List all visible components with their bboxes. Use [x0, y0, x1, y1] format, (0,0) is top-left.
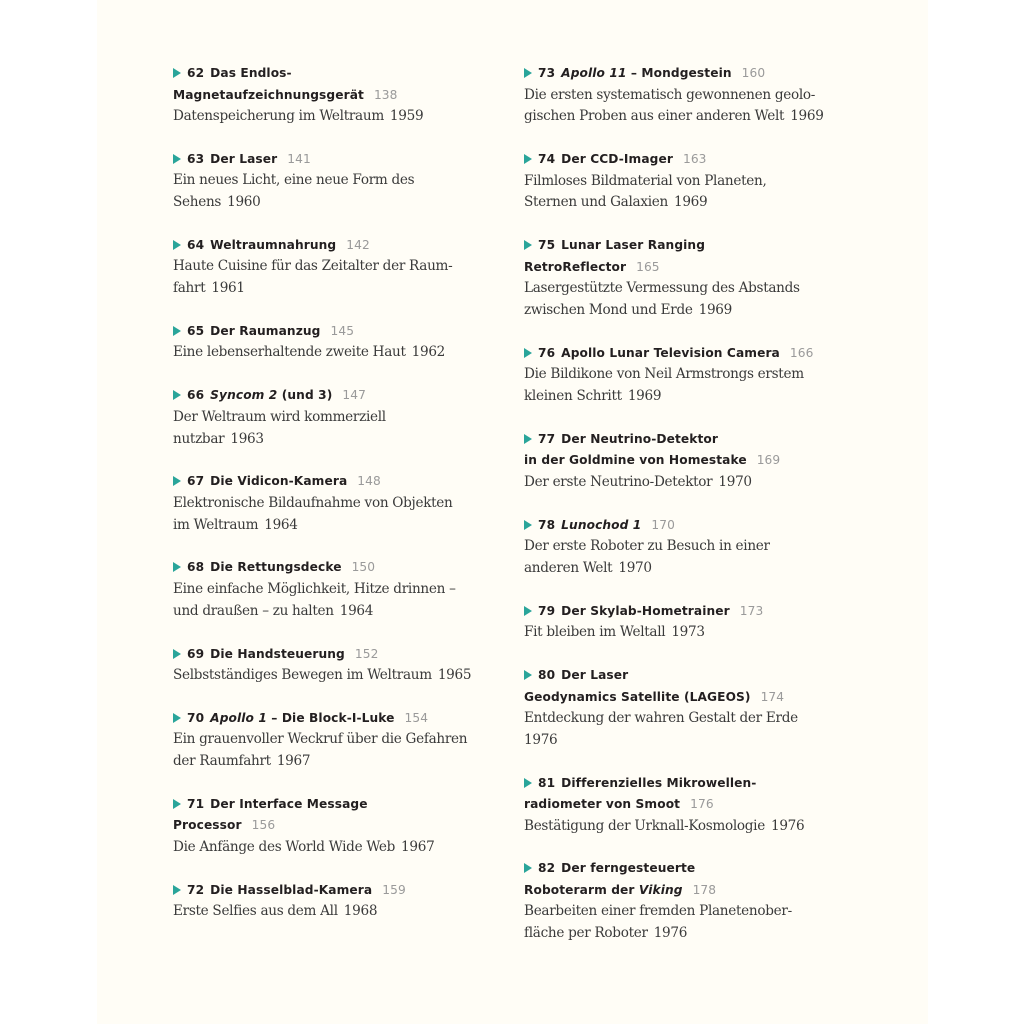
entry-page-number: 159 — [382, 882, 406, 897]
entry-number: 71 — [187, 796, 205, 811]
entry-description — [173, 407, 473, 451]
entry-title-line: Der Laser — [561, 668, 629, 683]
triangle-bullet-icon — [524, 863, 532, 873]
entry-heading[interactable] — [173, 708, 473, 730]
entry-title-line: Der Laser — [210, 151, 278, 166]
description-line: Die Anfänge des World Wide Web — [173, 838, 396, 855]
entry-page-number: 148 — [357, 474, 381, 489]
triangle-bullet-icon — [173, 326, 181, 336]
description-line: Eine lebenserhaltende zweite Haut — [173, 344, 406, 361]
entry-number: 68 — [187, 560, 205, 575]
description-line: Die ersten systematisch gewonnenen geolo- — [524, 86, 816, 103]
entry-heading[interactable] — [524, 149, 844, 171]
entry-title-line: Die Hasselblad-Kamera — [210, 882, 373, 897]
entry-number: 63 — [187, 151, 205, 166]
toc-entry[interactable] — [173, 321, 473, 364]
toc-entry[interactable] — [524, 429, 844, 494]
entry-number: 72 — [187, 882, 205, 897]
entry-title-italic: Lunochod 1 — [561, 517, 642, 532]
toc-entry[interactable] — [173, 557, 473, 622]
entry-description — [173, 256, 473, 300]
entry-title-line: Der Interface Message Processor — [173, 796, 368, 833]
entry-number: 73 — [538, 66, 556, 80]
entry-title: – Mondgestein — [626, 66, 732, 80]
entry-page-number: 152 — [354, 646, 379, 661]
entry-number: 81 — [538, 775, 556, 790]
entry-page-number: 150 — [351, 560, 376, 575]
triangle-bullet-icon — [524, 154, 532, 164]
entry-year: 1976 — [653, 925, 688, 942]
entry-year: 1960 — [227, 194, 261, 211]
entry-heading[interactable] — [173, 794, 473, 837]
entry-title-line: Weltraumnahrung — [210, 237, 337, 252]
entry-description — [173, 106, 473, 128]
description-line: fahrt — [173, 280, 206, 297]
entry-heading[interactable] — [524, 665, 844, 708]
book-page — [97, 0, 928, 1024]
entry-description — [524, 278, 844, 322]
triangle-bullet-icon — [524, 520, 532, 530]
entry-description — [524, 472, 844, 494]
entry-title-italic: Viking — [638, 882, 683, 897]
entry-heading[interactable] — [173, 557, 473, 579]
entry-title-line: Das Endlos- — [210, 66, 292, 80]
entry-heading[interactable] — [524, 343, 844, 365]
entry-title-line: Der CCD-Imager — [561, 152, 673, 167]
triangle-bullet-icon — [173, 476, 181, 486]
triangle-bullet-icon — [173, 713, 181, 723]
entry-title-line: in der Goldmine von Homestake — [524, 453, 747, 468]
entry-description — [173, 493, 473, 537]
entry-title-italic: Syncom 2 — [210, 388, 278, 403]
description-line: zwischen Mond und Erde — [524, 301, 693, 318]
entry-year: 1964 — [339, 602, 374, 619]
triangle-bullet-icon — [173, 240, 181, 250]
toc-entry[interactable] — [524, 601, 844, 644]
entry-heading[interactable] — [173, 235, 473, 257]
entry-description — [524, 364, 844, 408]
entry-heading[interactable] — [173, 644, 473, 666]
entry-page-number: 174 — [760, 689, 785, 704]
description-line: Eine einfache Möglichkeit, Hitze drinnen – — [173, 580, 456, 597]
entry-number: 79 — [538, 603, 556, 618]
entry-year: 1965 — [437, 667, 472, 684]
toc-entry[interactable] — [173, 794, 473, 859]
description-line: Fit bleiben im Weltall — [524, 624, 666, 641]
toc-entry[interactable] — [173, 235, 473, 300]
entry-number: 67 — [187, 474, 205, 489]
entry-number: 70 — [187, 710, 205, 725]
entry-heading[interactable] — [524, 235, 844, 278]
entry-year: 1961 — [211, 280, 245, 297]
entry-description — [173, 170, 473, 214]
entry-heading[interactable] — [173, 321, 473, 343]
entry-heading[interactable] — [173, 149, 473, 171]
entry-title-line: radiometer von Smoot — [524, 797, 681, 812]
description-line: Bearbeiten einer fremden Planetenober- — [524, 903, 792, 920]
entry-number: 66 — [187, 388, 205, 403]
entry-heading[interactable] — [524, 601, 844, 623]
description-line: kleinen Schritt — [524, 388, 622, 405]
entry-description — [524, 536, 844, 580]
entry-description — [524, 85, 844, 129]
entry-title-line: Differenzielles Mikrowellen- — [561, 775, 757, 790]
entry-heading[interactable] — [173, 880, 473, 902]
toc-entry[interactable] — [524, 343, 844, 408]
description-line: im Weltraum — [173, 516, 259, 533]
toc-entry[interactable] — [524, 773, 844, 838]
entry-year: 1969 — [698, 301, 732, 318]
description-line: Filmloses Bildmaterial von Planeten, — [524, 172, 767, 189]
entry-number: 82 — [538, 861, 556, 876]
description-line: Ein grauenvoller Weckruf über die Gefahren — [173, 731, 468, 748]
entry-heading[interactable] — [524, 858, 844, 901]
description-line: Die Bildikone von Neil Armstrongs erstem — [524, 366, 804, 383]
entry-year: 1970 — [618, 559, 652, 576]
entry-page-number: 156 — [251, 818, 276, 833]
triangle-bullet-icon — [173, 154, 181, 164]
triangle-bullet-icon — [524, 670, 532, 680]
description-line: Datenspeicherung im Weltraum — [173, 108, 384, 124]
description-line: Lasergestützte Vermessung des Abstands — [524, 280, 800, 297]
entry-title-line: Apollo Lunar Television Camera — [561, 345, 780, 360]
entry-description — [173, 665, 473, 687]
entry-heading[interactable] — [524, 429, 844, 472]
triangle-bullet-icon — [173, 799, 181, 809]
entry-number: 77 — [538, 431, 556, 446]
entry-year: 1976 — [770, 817, 805, 834]
entry-title-line: Die Rettungsdecke — [210, 560, 342, 575]
description-line: Entdeckung der wahren Gestalt der Erde — [524, 710, 798, 727]
description-line: der Raumfahrt — [173, 753, 271, 770]
entry-year: 1970 — [718, 473, 752, 490]
entry-year: 1976 — [524, 731, 558, 748]
entry-number: 80 — [538, 668, 556, 683]
entry-title: – Die Block-I-Luke — [266, 710, 395, 725]
entry-heading[interactable] — [524, 515, 844, 537]
entry-title-italic: Apollo 11 — [561, 66, 627, 80]
entry-page-number: 145 — [330, 323, 355, 338]
entry-description — [173, 342, 473, 364]
entry-title-line: Geodynamics Satellite (LAGEOS) — [524, 689, 751, 704]
entry-year: 1967 — [401, 838, 435, 855]
entry-page-number: 170 — [651, 517, 675, 532]
entry-title-line: Der Neutrino-Detektor — [561, 431, 718, 446]
entry-year: 1959 — [389, 108, 424, 124]
entry-page-number: 173 — [739, 603, 764, 618]
toc-entry[interactable] — [173, 880, 473, 923]
triangle-bullet-icon — [173, 649, 181, 659]
toc-entry[interactable] — [173, 644, 473, 687]
entry-page-number: 142 — [346, 237, 370, 252]
entry-description — [173, 901, 473, 923]
description-line: Ein neues Licht, eine neue Form des Sehens — [173, 172, 415, 211]
description-line: fläche per Roboter — [524, 925, 648, 942]
entry-heading[interactable] — [173, 63, 473, 106]
description-line: Der erste Roboter zu Besuch in einer — [524, 538, 770, 555]
entry-number: 75 — [538, 238, 556, 253]
entry-page-number: 165 — [636, 259, 660, 274]
description-line: Sternen und Galaxien — [524, 194, 668, 211]
entry-heading[interactable] — [524, 773, 844, 816]
triangle-bullet-icon — [524, 240, 532, 250]
entry-year: 1964 — [264, 516, 298, 533]
triangle-bullet-icon — [173, 885, 181, 895]
entry-description — [524, 622, 844, 644]
description-line: Der erste Neutrino-Detektor — [524, 473, 713, 490]
description-line: Erste Selfies aus dem All — [173, 903, 338, 920]
entry-title-line: Der Raumanzug — [210, 323, 321, 338]
description-line: Der Weltraum wird kommerziell nutzbar — [173, 408, 386, 447]
toc-entry[interactable] — [173, 708, 473, 773]
entry-number: 65 — [187, 323, 205, 338]
entry-year: 1969 — [673, 194, 708, 211]
entry-description — [524, 171, 844, 215]
toc-entry[interactable] — [524, 515, 844, 580]
toc-entry[interactable] — [173, 471, 473, 536]
entry-year: 1967 — [276, 753, 311, 770]
toc-entry[interactable] — [173, 385, 473, 450]
description-line: und draußen – zu halten — [173, 602, 334, 619]
toc-entry[interactable] — [524, 235, 844, 322]
description-line: Haute Cuisine für das Zeitalter der Raum- — [173, 258, 453, 275]
entry-heading[interactable] — [173, 385, 473, 407]
entry-number: 62 — [187, 66, 205, 80]
entry-title-line: Roboterarm der — [524, 882, 639, 897]
entry-page-number: 154 — [404, 710, 429, 725]
toc-entry[interactable] — [524, 665, 844, 752]
entry-title-line: Der ferngesteuerte — [561, 861, 696, 876]
entry-number: 76 — [538, 345, 556, 360]
entry-title-line: Die Vidicon-Kamera — [210, 474, 348, 489]
entry-page-number: 147 — [342, 388, 366, 403]
toc-entry[interactable] — [524, 858, 844, 945]
entry-year: 1969 — [790, 108, 824, 125]
entry-page-number: 166 — [789, 345, 814, 360]
entry-title-line: Der Skylab-Hometrainer — [561, 603, 730, 618]
triangle-bullet-icon — [173, 390, 181, 400]
triangle-bullet-icon — [173, 562, 181, 572]
entry-year: 1962 — [411, 344, 446, 361]
entry-page-number: 141 — [287, 151, 311, 166]
entry-number: 69 — [187, 646, 205, 661]
entry-title-line: Die Handsteuerung — [210, 646, 345, 661]
entry-number: 74 — [538, 152, 556, 167]
description-line: Elektronische Bildaufnahme von Objekten — [173, 494, 453, 511]
entry-description — [173, 579, 473, 623]
entry-title: (und 3) — [277, 388, 333, 403]
entry-page-number: 138 — [373, 87, 398, 102]
toc-entry[interactable] — [524, 149, 844, 214]
entry-description — [524, 708, 844, 752]
entry-description — [524, 816, 844, 838]
toc-entry[interactable] — [173, 63, 473, 128]
triangle-bullet-icon — [524, 348, 532, 358]
entry-heading[interactable] — [173, 471, 473, 493]
entry-page-number: 178 — [692, 882, 717, 897]
entry-number: 64 — [187, 237, 205, 252]
entry-year: 1973 — [671, 624, 705, 641]
entry-number: 78 — [538, 517, 556, 532]
entry-title-line: Lunar Laser Ranging RetroReflector — [524, 238, 706, 274]
description-line: anderen Welt — [524, 559, 613, 576]
triangle-bullet-icon — [524, 606, 532, 616]
description-line: Selbstständiges Bewegen im Weltraum — [173, 667, 432, 684]
entry-year: 1969 — [627, 388, 662, 405]
entry-title-italic: Apollo 1 — [210, 710, 267, 725]
entry-page-number: 160 — [741, 66, 766, 80]
triangle-bullet-icon — [524, 778, 532, 788]
entry-page-number: 163 — [682, 152, 707, 167]
entry-description — [524, 901, 844, 945]
entry-year: 1963 — [230, 430, 264, 447]
entry-year: 1968 — [343, 903, 378, 920]
entry-description — [173, 729, 473, 773]
entry-description — [173, 837, 473, 859]
triangle-bullet-icon — [524, 434, 532, 444]
entry-heading[interactable] — [524, 63, 844, 85]
entry-page-number: 169 — [756, 453, 781, 468]
toc-column-left — [173, 63, 473, 923]
toc-column-right — [524, 63, 844, 945]
toc-entry[interactable] — [524, 63, 844, 128]
description-line: Bestätigung der Urknall-Kosmologie — [524, 817, 765, 834]
description-line: gischen Proben aus einer anderen Welt — [524, 108, 785, 125]
triangle-bullet-icon — [524, 68, 532, 78]
toc-entry[interactable] — [173, 149, 473, 214]
entry-page-number: 176 — [690, 797, 714, 812]
triangle-bullet-icon — [173, 68, 181, 78]
entry-title-line: Magnetaufzeichnungsgerät — [173, 87, 364, 102]
